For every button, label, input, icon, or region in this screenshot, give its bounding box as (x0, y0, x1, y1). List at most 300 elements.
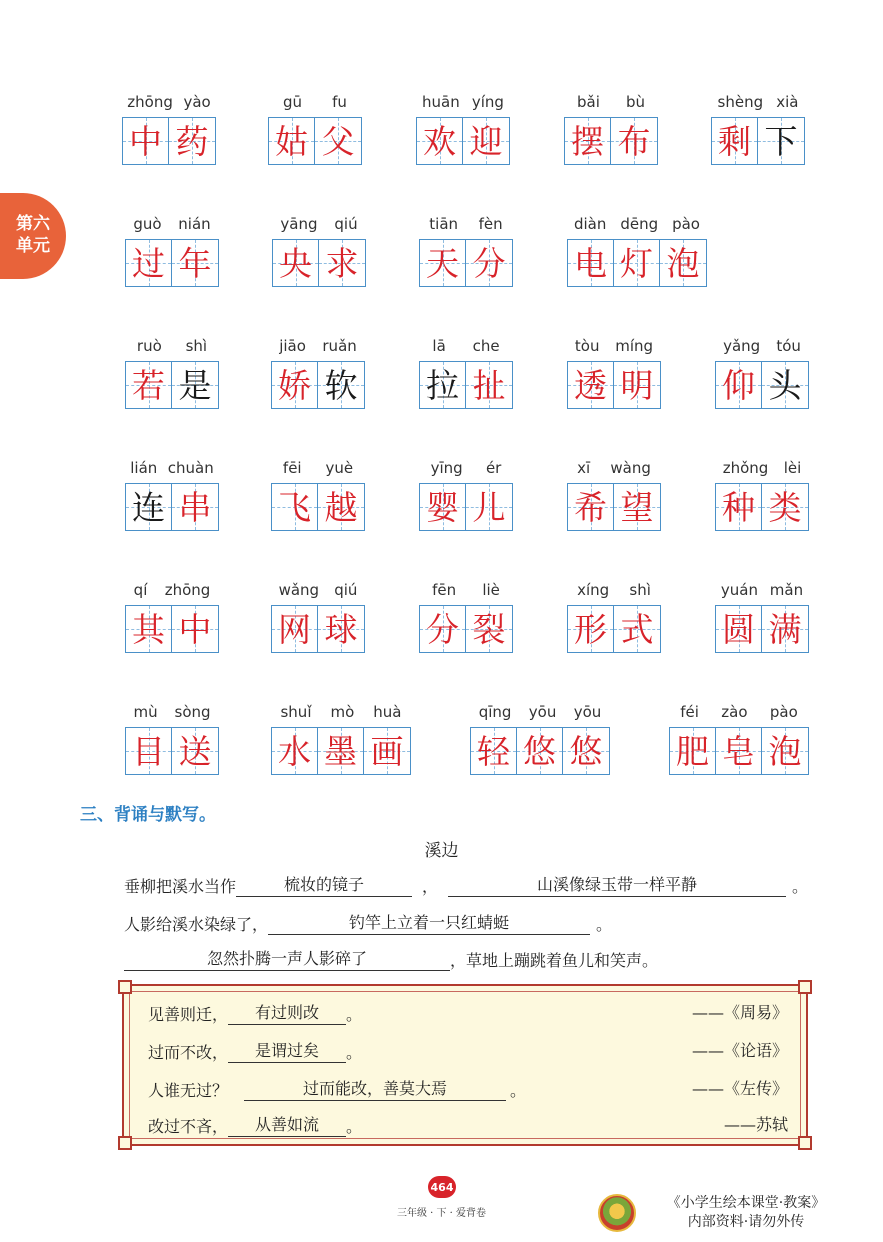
character-cell (471, 728, 517, 774)
character-cell (318, 484, 364, 530)
tianzige-grid (122, 117, 216, 165)
character-cell (762, 606, 808, 652)
quote-punct: 。 (346, 1117, 363, 1136)
pinyin-syllable: ér (485, 459, 502, 477)
pinyin-syllable: liè (482, 581, 500, 599)
pinyin-syllable: qīng (478, 703, 512, 721)
character-cell (126, 728, 172, 774)
word-row (0, 90, 883, 180)
pinyin (419, 578, 513, 602)
frame-corner (798, 1136, 812, 1150)
hanzi: 形 (574, 609, 607, 649)
character-cell (716, 362, 762, 408)
character-cell (716, 606, 762, 652)
vocab-word (122, 90, 216, 165)
pinyin (125, 212, 219, 236)
pinyin-syllable: fēn (432, 581, 457, 599)
pinyin-syllable: qiú (334, 581, 358, 599)
pinyin (567, 456, 661, 480)
poem-punct: ， (422, 877, 439, 896)
vocab-word (470, 700, 610, 775)
word-row (0, 700, 883, 790)
pinyin-syllable: zhōng (164, 581, 211, 599)
pinyin-syllable: ruò (136, 337, 162, 355)
character-cell (565, 118, 611, 164)
hanzi: 肥 (676, 731, 709, 771)
character-cell (126, 240, 172, 286)
tianzige-grid (567, 239, 707, 287)
hanzi: 姑 (275, 121, 308, 161)
vocab-word (567, 334, 661, 409)
character-cell (172, 362, 218, 408)
hanzi: 仰 (722, 365, 755, 405)
pinyin-syllable: nián (178, 215, 211, 233)
hanzi: 父 (321, 121, 355, 161)
frame-corner (118, 1136, 132, 1150)
pinyin (125, 334, 219, 358)
character-cell (272, 362, 318, 408)
quote-text: 见善则迁， (148, 1005, 229, 1024)
word-row (0, 578, 883, 668)
hanzi: 连 (132, 487, 165, 527)
tianzige-grid (419, 361, 513, 409)
tianzige-grid (268, 117, 362, 165)
tianzige-grid (711, 117, 805, 165)
pinyin (715, 456, 809, 480)
character-cell (762, 362, 808, 408)
pinyin-syllable: yuè (325, 459, 354, 477)
hanzi: 泡 (768, 731, 802, 771)
character-cell (712, 118, 758, 164)
hanzi: 满 (768, 609, 802, 649)
character-cell (463, 118, 509, 164)
tianzige-grid (470, 727, 610, 775)
quote-source: ——《论语》 (691, 1041, 788, 1060)
vocab-word (125, 578, 219, 653)
pinyin (122, 90, 216, 114)
character-cell (614, 240, 660, 286)
quote-line-1 (148, 1000, 362, 1025)
hanzi: 天 (426, 243, 459, 283)
pinyin (567, 578, 661, 602)
quote-source: ——《周易》 (691, 1003, 788, 1022)
poem-line-3 (124, 946, 658, 971)
pinyin-syllable: yíng (471, 93, 504, 111)
hanzi: 中 (178, 609, 212, 649)
character-cell (568, 606, 614, 652)
hanzi: 下 (764, 121, 798, 161)
character-cell (126, 362, 172, 408)
poem-title: 溪边 (424, 841, 459, 861)
vocab-word (272, 212, 366, 287)
tianzige-grid (125, 239, 219, 287)
quote-text: 人谁无过？ (148, 1081, 229, 1100)
pinyin-syllable: shèng (717, 93, 764, 111)
hanzi: 扯 (472, 365, 506, 405)
pinyin-syllable: shì (185, 337, 208, 355)
pinyin-syllable: qí (133, 581, 148, 599)
character-cell (315, 118, 361, 164)
pinyin-syllable: chuàn (167, 459, 214, 477)
vocab-word (567, 578, 661, 653)
hanzi: 其 (132, 609, 165, 649)
character-cell (614, 606, 660, 652)
vocab-word (419, 578, 513, 653)
character-cell (466, 606, 512, 652)
vocab-word (125, 700, 219, 775)
quote-answer-blank: 过而能改，善莫大焉 (244, 1076, 506, 1101)
quote-text: 过而不改， (148, 1043, 229, 1062)
pinyin-syllable: xíng (577, 581, 610, 599)
hanzi: 药 (175, 121, 209, 161)
quote-line-4 (148, 1112, 362, 1137)
vocab-word (567, 212, 707, 287)
character-cell (318, 728, 364, 774)
word-row (0, 334, 883, 424)
tianzige-grid (271, 361, 365, 409)
hanzi: 目 (132, 731, 165, 771)
hanzi: 越 (324, 487, 358, 527)
tianzige-grid (715, 361, 809, 409)
hanzi: 软 (324, 365, 358, 405)
pinyin (125, 700, 219, 724)
character-cell (611, 118, 657, 164)
pinyin-syllable: mǎn (769, 581, 804, 599)
hanzi: 皂 (722, 731, 755, 771)
tianzige-grid (419, 239, 513, 287)
hanzi: 电 (574, 243, 607, 283)
pinyin (567, 334, 661, 358)
pinyin-syllable: míng (615, 337, 654, 355)
tianzige-grid (125, 605, 219, 653)
pinyin (125, 456, 219, 480)
pinyin (271, 578, 365, 602)
tianzige-grid (271, 727, 411, 775)
pinyin-syllable: lián (130, 459, 158, 477)
poem-answer-blank: 山溪像绿玉带一样平静 (448, 872, 786, 897)
pinyin-syllable: shì (629, 581, 651, 599)
pinyin-syllable: guò (133, 215, 162, 233)
pinyin-syllable: shuǐ (280, 703, 312, 721)
pinyin-syllable: yào (183, 93, 211, 111)
hanzi: 年 (178, 243, 212, 283)
character-cell (716, 484, 762, 530)
hanzi: 网 (278, 609, 311, 649)
hanzi: 球 (324, 609, 358, 649)
tianzige-grid (272, 239, 366, 287)
hanzi: 灯 (620, 243, 653, 283)
quote-text: 改过不吝， (148, 1117, 229, 1136)
vocab-word (416, 90, 510, 165)
tianzige-grid (125, 483, 219, 531)
pinyin (669, 700, 809, 724)
vocab-word (125, 334, 219, 409)
frame-corner (798, 980, 812, 994)
pinyin-syllable: gū (283, 93, 303, 111)
tianzige-grid (715, 483, 809, 531)
hanzi: 裂 (472, 609, 506, 649)
pinyin-syllable: fèn (478, 215, 503, 233)
pinyin-syllable: tóu (776, 337, 801, 355)
character-cell (466, 362, 512, 408)
character-cell (172, 240, 218, 286)
pinyin-syllable: ruǎn (322, 337, 357, 355)
vocab-word (125, 212, 219, 287)
character-cell (417, 118, 463, 164)
vocab-word (715, 456, 809, 531)
vocab-word (567, 456, 661, 531)
pinyin (419, 456, 513, 480)
quote-punct: 。 (510, 1081, 527, 1100)
pinyin (272, 212, 366, 236)
character-cell (318, 362, 364, 408)
pinyin (419, 334, 513, 358)
word-row (0, 212, 883, 302)
poem-punct: 。 (596, 915, 613, 934)
character-cell (123, 118, 169, 164)
pinyin-syllable: lā (432, 337, 446, 355)
character-cell (272, 606, 318, 652)
pinyin (470, 700, 610, 724)
character-cell (172, 606, 218, 652)
pinyin-syllable: yāng (280, 215, 318, 233)
poem-line-1 (124, 872, 808, 897)
unit-tab-line1: 第六 (16, 214, 50, 234)
hanzi: 希 (574, 487, 607, 527)
character-cell (420, 484, 466, 530)
pinyin-syllable: zhōng (127, 93, 173, 111)
vocab-word (715, 578, 809, 653)
pinyin-syllable: tiān (429, 215, 459, 233)
book-title: 《小学生绘本课堂·教案》 (666, 1195, 826, 1211)
character-cell (318, 606, 364, 652)
hanzi: 迎 (469, 121, 503, 161)
character-cell (762, 484, 808, 530)
poem-line-1-text: 垂柳把溪水当作 (124, 877, 237, 896)
vocab-word (715, 334, 809, 409)
tianzige-grid (567, 605, 661, 653)
hanzi: 儿 (472, 487, 506, 527)
vocab-word (271, 578, 365, 653)
pinyin-syllable: dēng (620, 215, 659, 233)
character-cell (269, 118, 315, 164)
word-row (0, 456, 883, 546)
publisher-logo-icon (598, 1194, 636, 1232)
pinyin-syllable: fēi (282, 459, 302, 477)
poem-answer-blank: 梳妆的镜子 (236, 872, 412, 897)
hanzi: 求 (325, 243, 359, 283)
character-cell (420, 606, 466, 652)
pinyin-syllable: bǎi (577, 93, 600, 111)
pinyin-syllable: qiú (334, 215, 358, 233)
pinyin (567, 212, 707, 236)
hanzi: 婴 (426, 487, 459, 527)
tianzige-grid (567, 361, 661, 409)
pinyin-syllable: xià (776, 93, 799, 111)
hanzi: 分 (472, 243, 506, 283)
pinyin (715, 334, 809, 358)
character-cell (758, 118, 804, 164)
character-cell (568, 240, 614, 286)
pinyin-syllable: sòng (174, 703, 211, 721)
character-cell (614, 484, 660, 530)
tianzige-grid (419, 483, 513, 531)
poem-line-2-text: 人影给溪水染绿了， (124, 915, 269, 934)
pinyin-syllable: fu (332, 93, 347, 111)
hanzi: 种 (722, 487, 755, 527)
pinyin-syllable: che (472, 337, 500, 355)
vocab-word (271, 456, 365, 531)
character-cell (660, 240, 706, 286)
pinyin (271, 456, 365, 480)
hanzi: 头 (768, 365, 802, 405)
character-cell (563, 728, 609, 774)
hanzi: 飞 (278, 487, 311, 527)
vocab-word (564, 90, 658, 165)
hanzi: 串 (178, 487, 212, 527)
pinyin (564, 90, 658, 114)
hanzi: 欢 (423, 121, 456, 161)
poem-line-3-text: ，草地上蹦跳着鱼儿和笑声。 (450, 951, 659, 970)
pinyin-syllable: yǎng (723, 337, 761, 355)
hanzi: 泡 (666, 243, 700, 283)
tianzige-grid (567, 483, 661, 531)
character-cell (762, 728, 808, 774)
quote-source: ——苏轼 (723, 1115, 788, 1134)
section-title: 三、背诵与默写。 (80, 805, 216, 825)
hanzi: 水 (278, 731, 311, 771)
hanzi: 过 (132, 243, 165, 283)
pinyin (271, 334, 365, 358)
pinyin-syllable: huān (422, 93, 460, 111)
pinyin (268, 90, 362, 114)
quote-box (122, 984, 808, 1146)
tianzige-grid (419, 605, 513, 653)
pinyin-syllable: féi (680, 703, 699, 721)
character-cell (126, 606, 172, 652)
character-cell (272, 728, 318, 774)
hanzi: 剩 (718, 121, 751, 161)
character-cell (568, 484, 614, 530)
pinyin-syllable: wàng (610, 459, 651, 477)
tianzige-grid (271, 483, 365, 531)
tianzige-grid (125, 361, 219, 409)
quote-punct: 。 (346, 1043, 363, 1062)
pinyin-syllable: mù (133, 703, 158, 721)
pinyin-syllable: zhǒng (722, 459, 769, 477)
quote-line-3 (148, 1076, 526, 1101)
pinyin-syllable: yōu (573, 703, 602, 721)
footer-book-info (646, 1194, 846, 1232)
tianzige-grid (271, 605, 365, 653)
pinyin (711, 90, 805, 114)
pinyin-syllable: yīng (430, 459, 463, 477)
character-cell (420, 240, 466, 286)
poem-answer-blank: 钓竿上立着一只红蜻蜓 (268, 910, 590, 935)
vocab-word (669, 700, 809, 775)
vocab-word (711, 90, 805, 165)
pinyin-syllable: jiāo (279, 337, 306, 355)
hanzi: 墨 (324, 731, 357, 771)
vocab-word (271, 700, 411, 775)
pinyin-syllable: lèi (783, 459, 802, 477)
pinyin-syllable: zào (721, 703, 748, 721)
tianzige-grid (125, 727, 219, 775)
book-notice: 内部资料·请勿外传 (687, 1214, 805, 1230)
character-cell (172, 728, 218, 774)
hanzi: 分 (426, 609, 459, 649)
pinyin (416, 90, 510, 114)
hanzi: 若 (132, 365, 165, 405)
quote-answer-blank: 是谓过矣 (228, 1038, 346, 1063)
poem-punct: 。 (792, 877, 809, 896)
hanzi: 明 (620, 365, 654, 405)
footer-grade: 三年级 · 下 · 爱背卷 (396, 1208, 487, 1219)
quote-source: ——《左传》 (691, 1079, 788, 1098)
pinyin (271, 700, 411, 724)
pinyin-syllable: diàn (573, 215, 607, 233)
pinyin-syllable: yōu (528, 703, 557, 721)
poem-answer-blank: 忽然扑腾一声人影碎了 (124, 946, 450, 971)
vocab-word (419, 456, 513, 531)
quote-line-2 (148, 1038, 362, 1063)
pinyin (125, 578, 219, 602)
vocab-word (125, 456, 219, 531)
pinyin-syllable: mò (330, 703, 355, 721)
tianzige-grid (416, 117, 510, 165)
hanzi: 娇 (278, 365, 311, 405)
vocab-word (419, 334, 513, 409)
tianzige-grid (669, 727, 809, 775)
vocab-word (419, 212, 513, 287)
character-cell (670, 728, 716, 774)
quote-answer-blank: 从善如流 (228, 1112, 346, 1137)
hanzi: 画 (370, 731, 404, 771)
hanzi: 摆 (571, 121, 604, 161)
pinyin (419, 212, 513, 236)
pinyin-syllable: pào (672, 215, 700, 233)
character-cell (169, 118, 215, 164)
pinyin-syllable: bù (625, 93, 645, 111)
character-cell (126, 484, 172, 530)
hanzi: 透 (574, 365, 607, 405)
pinyin-syllable: wǎng (278, 581, 320, 599)
tianzige-grid (715, 605, 809, 653)
hanzi: 布 (617, 121, 651, 161)
pinyin-syllable: tòu (574, 337, 600, 355)
pinyin (715, 578, 809, 602)
character-cell (273, 240, 319, 286)
character-cell (420, 362, 466, 408)
hanzi: 悠 (523, 731, 556, 771)
vocab-word (268, 90, 362, 165)
quote-punct: 。 (346, 1005, 363, 1024)
unit-tab-line2: 单元 (16, 236, 50, 256)
hanzi: 类 (768, 487, 802, 527)
pinyin-syllable: huà (373, 703, 402, 721)
character-cell (466, 240, 512, 286)
page-number: 464 (428, 1176, 456, 1198)
character-cell (364, 728, 410, 774)
poem-line-2 (124, 910, 612, 935)
pinyin-syllable: yuán (720, 581, 758, 599)
hanzi: 拉 (426, 365, 459, 405)
frame-corner (118, 980, 132, 994)
hanzi: 望 (620, 487, 654, 527)
hanzi: 悠 (569, 731, 603, 771)
character-cell (517, 728, 563, 774)
character-cell (614, 362, 660, 408)
